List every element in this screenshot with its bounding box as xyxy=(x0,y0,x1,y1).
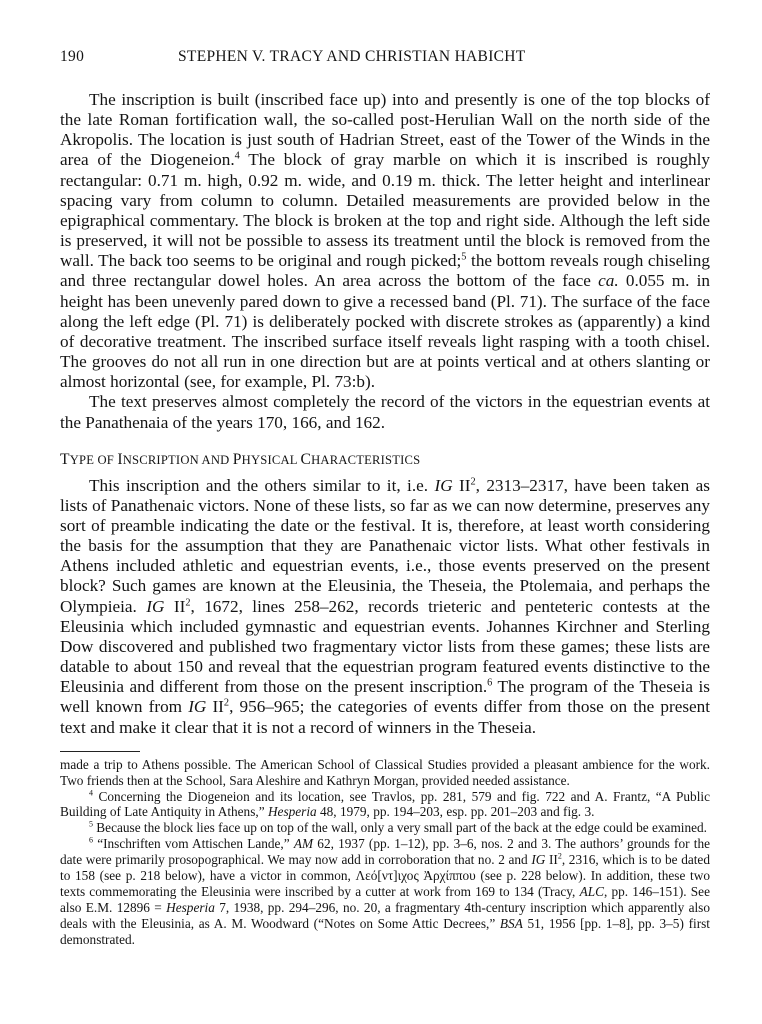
running-header xyxy=(60,48,710,70)
footnote-6: $^6$ “Inschriften vom Attischen Lande,” AM 62, 1937 (pp. 1–12), pp. 3–6, nos. 2 and 3. The authors’ grounds for the date were primarily prosopographical. We may now add in corroboration that no. 2 and IG $II^2$, 2316, which is to be dated to 158 (see p. 218 below), have a victor in common, Λεό[ντ]ιχος Ἀρχίππου (see p. 228 below). In addition, these two texts commemorating the Eleusinia were inscribed by a cutter at work from 169 to 134 (Tracy, ALC, pp. 146–151). See also E.M. 12896 = Hesperia 7, 1938, pp. 294–296, no. 20, a fragmentary 4th-century inscription which apparently also deals with the Eleusinia, as A. M. Woodward (“Notes on Some Attic Decrees,” BSA 51, 1956 [pp. 1–8], pp. 3–5) first demonstrated. xyxy=(60,835,711,947)
paragraph-1: The inscription is built (inscribed face up) into and presently is one of the top blocks of the late Roman fortification wall, the so-called post-Herulian Wall on the north side of the Akropolis. The location is just south of Hadrian Street, east of the Tower of the Winds in the area of the Diogeneion.$^4$ The block of gray marble on which it is inscribed is roughly rectangular: 0.71 m. high, 0.92 m. wide, and 0.19 m. thick. The letter height and interlinear spacing vary from column to column. Detailed measurements are provided below in the epigraphical commentary. The block is broken at the top and right side. Although the left side is preserved, it will not be possible to assess its treatment until the block is removed from the wall. The back too seems to be original and rough picked;$^5$ the bottom reveals rough chiseling and three rectangular dowel holes. An area across the bottom of the face ca. 0.055 m. in height has been unevenly pared down to give a recessed band (Pl. 71). The surface of the face along the left edge (Pl. 71) is deliberately pocked with discrete strokes as (apparently) a kind of decorative treatment. The inscribed surface itself reveals light rasping with a tooth chisel. The grooves do not all run in one direction but are at points vertical and at others slanting or almost horizontal (see, for example, Pl. 73:b). xyxy=(60,90,710,392)
paragraph-3: This inscription and the others similar to it, i.e. IG $II^2$, 2313–2317, have been taken as lists of Panathenaic victors. None of these lists, so far as we can now determine, preserves any sort of preamble indicating the date or the festival. It is, therefore, at least worth considering the basis for the assumption that they are Panathenaic victor lists. What other festivals in Athens included athletic and equestrian events, i.e., those events preserved on the present block? Such games are known at the Eleusinia, the Theseia, the Ptolemaia, and perhaps the Olympieia. IG $II^2$, 1672, lines 258–262, records trieteric and penteteric contests at the Eleusinia which included gymnastic and equestrian events. Johannes Kirchner and Sterling Dow discovered and published two fragmentary victor lists from these games; these lists are datable to about 150 and reveal that the equestrian program featured events distinctive to the Eleusinia and different from those on the present inscription.$^6$ The program of the Theseia is well known from IG $II^2$, 956–965; the categories of events differ from those on the present text and make it clear that it is not a record of winners in the Theseia. xyxy=(60,475,711,737)
page-number: 190 xyxy=(60,48,85,65)
page xyxy=(60,48,710,948)
footnote-divider xyxy=(60,751,140,752)
footnote-continuation: made a trip to Athens possible. The American School of Classical Studies provided a pleasant ambience for the work. Two friends then at the School, Sara Aleshire and Kathryn Morgan, provided needed assistance. xyxy=(60,756,710,788)
footnote-ref-5: 5 xyxy=(461,251,467,263)
paragraph-2: The text preserves almost completely the record of the victors in the equestrian events at the Panathenaia of the years 170, 166, and 162. xyxy=(60,392,710,432)
footnote-ref-4: 4 xyxy=(234,150,240,162)
running-head: STEPHEN V. TRACY AND CHRISTIAN HABICHT xyxy=(178,48,526,65)
footnotes xyxy=(60,757,710,948)
section-heading: TYPE OF INSCRIPTION AND PHYSICAL CHARACTERISTICS xyxy=(60,450,421,468)
footnote-ref-6: 6 xyxy=(487,677,493,689)
footnote-5: $^5$ Because the block lies face up on top of the wall, only a very small part of the back at the edge could be examined. xyxy=(89,819,708,836)
main-text xyxy=(60,90,710,738)
footnote-4: $^4$ Concerning the Diogeneion and its location, see Travlos, pp. 281, 579 and fig. 722 and A. Frantz, “A Public Building of Late Antiquity in Athens,” Hesperia 48, 1979, pp. 194–203, esp. pp. 201–203 and fig. 3. xyxy=(60,788,710,820)
